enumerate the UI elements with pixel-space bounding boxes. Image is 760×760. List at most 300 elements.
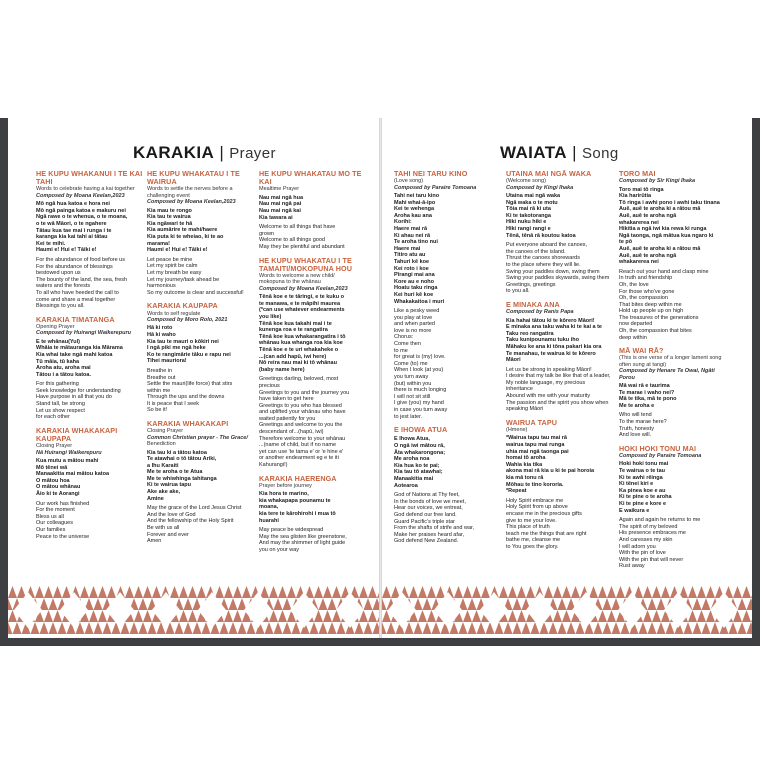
lyric-line: Titiro atu au bbox=[394, 252, 426, 259]
english-translation bbox=[259, 224, 371, 250]
pattern-triangle bbox=[53, 586, 62, 598]
lyric-line: Tēnā koe e te uri whakaheke o bbox=[259, 346, 339, 353]
pattern-triangle bbox=[423, 598, 432, 610]
translation-line: have taken to get here bbox=[259, 396, 314, 403]
pattern-triangle bbox=[693, 598, 702, 610]
translation-line: May the grace of the Lord Jesus Christ bbox=[147, 505, 242, 512]
pattern-triangle bbox=[175, 622, 184, 634]
song-section bbox=[394, 170, 505, 420]
section-subtitle: Words to settle the nerves before a bbox=[147, 186, 233, 193]
lyric-line: I ngā piki me ngā heke bbox=[147, 345, 206, 352]
lyric-line: wairua tapu mai runga bbox=[506, 442, 565, 449]
section-subtitle: Composed by Moana Keelan,2023 bbox=[147, 199, 236, 206]
lyric-line: Ki tēnei kiri e bbox=[619, 481, 654, 488]
section-subtitle: Words to welcome a new child/ bbox=[259, 272, 335, 279]
pattern-triangle bbox=[368, 610, 377, 622]
section-title: KARAKIA KAUPAPA bbox=[147, 301, 218, 311]
pattern-triangle bbox=[278, 610, 287, 622]
lyric-line: Te aroha tino nui bbox=[394, 239, 438, 246]
lyric-line: Ki te pine e kore e bbox=[619, 501, 667, 508]
lyric-line: Mahi whai-ā-ipo bbox=[394, 199, 436, 206]
translation-line: For those who've gone bbox=[619, 288, 675, 295]
lyric-line: *Wairua tapu tau mai rā bbox=[506, 435, 567, 442]
lyric-line: Te marae i waho nei? bbox=[619, 389, 675, 396]
section-subtitle: Prayer before journey bbox=[259, 482, 312, 489]
lyric-line: Kia tau te wairua bbox=[147, 214, 191, 221]
lyric-line: Kia ngāwari te hā bbox=[147, 220, 193, 227]
lyric-line: E minaka ana taku waha ki te kai a te bbox=[506, 324, 602, 331]
maori-text bbox=[394, 193, 505, 305]
section-title: KARAKIA TIMATANGA bbox=[36, 314, 115, 324]
column bbox=[506, 170, 618, 557]
pattern-triangle bbox=[751, 586, 752, 598]
pattern-triangle bbox=[368, 586, 377, 598]
translation-line: Come (to) me bbox=[394, 360, 428, 367]
english-translation bbox=[506, 498, 618, 551]
translation-line: That bites deep within me bbox=[619, 301, 682, 308]
lyric-line: Āio ki te Aorangi bbox=[36, 491, 80, 498]
lyric-line: Te atawhai o tō tātou Ariki, bbox=[147, 456, 217, 463]
pattern-triangle bbox=[274, 598, 283, 610]
maori-text bbox=[36, 458, 147, 498]
pattern-triangle bbox=[733, 586, 742, 598]
song-section bbox=[147, 170, 258, 296]
translation-line: I desire that my talk be like that of a leader, bbox=[506, 373, 611, 380]
translation-line: to the place where they will lie. bbox=[506, 261, 581, 268]
lyric-line: Nau mai ngā pai bbox=[259, 201, 302, 208]
lyric-line: Kei te mihi. bbox=[36, 240, 66, 247]
section-subtitle: Words to self regulate bbox=[147, 310, 201, 317]
translation-line: And caresses my skin bbox=[619, 536, 673, 543]
lyric-line: Te manahau, te wairua ki te kōrero bbox=[506, 350, 596, 357]
lyric-line: Kei roto i koe bbox=[394, 265, 429, 272]
translation-line: In the bonds of love we meet, bbox=[394, 498, 466, 505]
translation-line: Put everyone aboard the canoes, bbox=[506, 242, 588, 249]
pattern-triangle bbox=[459, 622, 468, 634]
lyric-line: Pīrangi mai ana bbox=[394, 272, 435, 279]
pattern-triangle bbox=[323, 610, 332, 622]
translation-line: May peace be widespread bbox=[259, 527, 324, 534]
pattern-triangle bbox=[179, 610, 188, 622]
pattern-triangle bbox=[359, 586, 368, 598]
pattern-triangle bbox=[13, 622, 22, 634]
song-section bbox=[619, 445, 731, 570]
english-translation bbox=[619, 412, 731, 438]
translation-line: Kahurangi!) bbox=[259, 462, 288, 469]
lyric-line: Kia tau te mauri o kōkiri nei bbox=[147, 338, 219, 345]
lyric-line: Ki te takotoranga bbox=[506, 212, 551, 219]
pattern-triangle bbox=[688, 586, 697, 598]
lyric-line: E waikura e bbox=[619, 507, 650, 514]
pattern-triangle bbox=[224, 610, 233, 622]
section-subtitle: Composed by Henare Te Owai, Ngāti Porou bbox=[619, 368, 715, 381]
pattern-triangle bbox=[220, 622, 229, 634]
lyric-line: Nō reira nau mai ki tō whānau bbox=[259, 360, 337, 367]
page-title-sub: Song bbox=[582, 145, 619, 162]
pattern-triangle bbox=[143, 586, 152, 598]
pattern-triangle bbox=[319, 598, 328, 610]
pattern-triangle bbox=[598, 610, 607, 622]
lyric-line: Te wairua o te tau bbox=[619, 468, 666, 475]
lyric-line: Mō tēnei wā bbox=[36, 464, 68, 471]
translation-line: there is much longing bbox=[394, 387, 447, 394]
song-section bbox=[506, 419, 618, 551]
lyric-line: Kia aumārire te mahi/haere bbox=[147, 227, 218, 234]
lyric-line: O ngā iwi mātou rā, bbox=[394, 443, 445, 449]
maori-text bbox=[506, 193, 618, 239]
lyric-line: moana, bbox=[259, 504, 279, 511]
translation-line: I give (you) my hand bbox=[394, 400, 444, 407]
song-section bbox=[259, 475, 371, 554]
lyric-line: Tātou i a tātou katoa. bbox=[36, 371, 92, 378]
pattern-triangle bbox=[549, 622, 558, 634]
pattern-triangle bbox=[526, 586, 535, 598]
maori-text bbox=[259, 294, 371, 373]
pattern-triangle bbox=[481, 586, 490, 598]
translation-line: Oh, the compassion bbox=[619, 295, 668, 302]
pattern-triangle bbox=[706, 586, 715, 598]
pattern-triangle bbox=[567, 622, 576, 634]
pattern-triangle bbox=[179, 586, 188, 598]
right-page bbox=[382, 118, 752, 638]
lyric-line: Me te aroha e bbox=[619, 402, 655, 409]
pattern-triangle bbox=[553, 610, 562, 622]
translation-line: the canoes of the island. bbox=[506, 248, 566, 255]
song-section bbox=[36, 427, 147, 540]
pattern-triangle bbox=[607, 610, 616, 622]
pattern-triangle bbox=[44, 610, 53, 622]
pattern-triangle bbox=[139, 598, 148, 610]
translation-line: Hold up people up on high bbox=[619, 308, 684, 315]
lyric-line: whakarerea nei bbox=[619, 219, 659, 226]
lyric-line: Mō ngā painga katoa e makuru nei bbox=[36, 207, 126, 214]
pattern-triangle bbox=[44, 586, 53, 598]
lyric-line: Kia hahai tātou ki te kōrero Māori! bbox=[506, 317, 595, 324]
translation-line: Forever and ever bbox=[147, 531, 189, 538]
pattern-triangle bbox=[148, 622, 157, 634]
section-subtitle: (Love song) bbox=[394, 178, 424, 185]
pattern-triangle bbox=[436, 586, 445, 598]
translation-line: God defend New Zealand. bbox=[394, 538, 459, 545]
lyric-line: Amine bbox=[147, 495, 164, 502]
english-translation bbox=[619, 517, 731, 570]
section-subtitle: Composed by Sir Kingi Ihaka bbox=[619, 178, 696, 185]
translation-line: I will not sit still bbox=[394, 393, 431, 400]
section-subtitle: Composed by Paraire Tomoana bbox=[394, 184, 477, 191]
pattern-triangle bbox=[409, 586, 418, 598]
maori-text bbox=[619, 383, 731, 409]
lyric-line: Ki te pine o te aroha bbox=[619, 494, 672, 501]
translation-line: now departed bbox=[619, 321, 653, 328]
section-subtitle: Composed by Moro Rolo, 2021 bbox=[147, 316, 228, 323]
translation-line: With the pin of love bbox=[619, 550, 666, 557]
pattern-triangle bbox=[265, 622, 274, 634]
lyric-line: Aroha kau ana bbox=[394, 212, 432, 219]
pattern-triangle bbox=[513, 622, 522, 634]
pattern-triangle bbox=[697, 586, 706, 598]
lyric-line: kia whakapapa pounamu te bbox=[259, 497, 331, 504]
translation-line: to jest later. bbox=[394, 413, 423, 420]
column bbox=[147, 170, 258, 551]
translation-line: In truth and friendship bbox=[619, 275, 673, 282]
maori-text bbox=[147, 450, 258, 503]
pattern-triangle bbox=[652, 586, 661, 598]
lyric-line: (baby name here) bbox=[259, 366, 305, 373]
english-translation bbox=[36, 381, 147, 421]
translation-line: Chorus: bbox=[394, 334, 414, 341]
column bbox=[394, 170, 505, 551]
lyric-line: Hiki nuku hiki e bbox=[506, 219, 547, 226]
pattern-triangle bbox=[229, 622, 238, 634]
translation-line: Greetings and welcome to you the bbox=[259, 422, 343, 429]
section-subtitle: (Welcome song) bbox=[506, 178, 546, 185]
lyric-line: Mā te tika, mā te pono bbox=[619, 396, 677, 403]
pattern-triangle bbox=[188, 610, 197, 622]
section-subtitle: often sung at tangi) bbox=[619, 361, 667, 368]
lyric-line: o te wā Māori, o te ngahere bbox=[36, 221, 107, 227]
translation-line: in case you turn away bbox=[394, 407, 448, 414]
pattern-triangle bbox=[477, 622, 486, 634]
lyric-line: ...(can add hapū, iwi here) bbox=[259, 353, 327, 360]
translation-line: Greetings to you and the journey you bbox=[259, 389, 350, 396]
maori-text bbox=[506, 435, 618, 494]
english-translation bbox=[259, 376, 371, 468]
section-subtitle: Composed by Kingi Ihaka bbox=[506, 184, 574, 191]
pattern-triangle bbox=[594, 622, 603, 634]
lyric-line: Taku reo rangatira bbox=[506, 330, 554, 337]
pattern-triangle bbox=[85, 622, 94, 634]
pattern-triangle bbox=[711, 622, 720, 634]
song-section bbox=[506, 301, 618, 413]
translation-line: yet can use 'te tama e' or 'e hine e' bbox=[259, 448, 344, 455]
translation-line: Be with us all bbox=[147, 525, 180, 532]
lyric-line: Tahi nei taru kino bbox=[394, 193, 440, 200]
translation-line: Reach out your hand and clasp mine bbox=[619, 268, 709, 275]
section-subtitle: Common Christian prayer - The Grace/ bbox=[147, 434, 248, 441]
song-section bbox=[259, 257, 371, 469]
lyric-line: Tēnā koe kua takahi mai i te bbox=[259, 320, 332, 327]
lyric-line: Auē, auē te aroha ki a rātou mā bbox=[619, 245, 701, 252]
pattern-triangle bbox=[607, 586, 616, 598]
translation-line: Thrust the canoes shorewards bbox=[506, 255, 580, 262]
translation-line: to You goes the glory. bbox=[506, 543, 559, 550]
translation-line: So be it! bbox=[147, 407, 168, 414]
lyric-line: Ake ake ake, bbox=[147, 489, 181, 496]
maori-text bbox=[259, 491, 371, 524]
english-translation bbox=[394, 492, 505, 545]
translation-line: for each other bbox=[36, 414, 70, 421]
lyric-line: kia mā tonu rā bbox=[506, 475, 544, 482]
page-title-main: WAIATA bbox=[500, 143, 567, 162]
pattern-triangle bbox=[639, 622, 648, 634]
pattern-triangle bbox=[17, 586, 26, 598]
translation-line: Let peace be mine bbox=[147, 256, 193, 263]
lyric-line: Auē, auē te aroha ngā bbox=[619, 252, 677, 259]
pattern-triangle bbox=[170, 586, 179, 598]
translation-line: Again and again he returns to me bbox=[619, 517, 701, 524]
lyric-line: Mō ngā hua katoa e hora nei bbox=[36, 201, 110, 208]
pattern-triangle bbox=[697, 610, 706, 622]
maori-text bbox=[36, 201, 147, 254]
pattern-triangle bbox=[224, 586, 233, 598]
pattern-triangle bbox=[616, 586, 625, 598]
lyric-line: *Repeat bbox=[506, 488, 527, 495]
lyric-line: Tōia mai rā ki uta bbox=[506, 206, 551, 213]
pattern-triangle bbox=[558, 598, 567, 610]
pattern-triangle bbox=[229, 598, 238, 610]
translation-line: Let us be strong in speaking Māori! bbox=[506, 366, 592, 373]
pattern-triangle bbox=[738, 598, 747, 610]
song-section bbox=[36, 316, 147, 421]
title-separator: | bbox=[219, 143, 225, 162]
pattern-triangle bbox=[553, 586, 562, 598]
translation-line: Have purpose in all that you do bbox=[36, 394, 112, 401]
lyric-line: Manaakitia mai bbox=[394, 475, 434, 482]
pattern-triangle bbox=[472, 586, 481, 598]
translation-line: The spirit of my beloved bbox=[619, 523, 678, 530]
translation-line: within me bbox=[147, 387, 171, 394]
translation-line: Bless us all bbox=[36, 513, 64, 520]
section-title: E MINAKA ANA bbox=[506, 299, 560, 309]
maori-text bbox=[147, 208, 258, 254]
translation-line: It is peace that I seek bbox=[147, 400, 199, 407]
pattern-triangle bbox=[468, 622, 477, 634]
pattern-triangle bbox=[621, 622, 630, 634]
translation-line: Therefore welcome to your whānau bbox=[259, 435, 346, 442]
english-translation bbox=[259, 527, 371, 553]
section-title: WAIRUA TAPU bbox=[506, 417, 558, 427]
page-title-waiata bbox=[500, 143, 619, 163]
lyric-line: Mā wai rā e taurima bbox=[619, 383, 670, 390]
pattern-triangle bbox=[8, 598, 13, 610]
pattern-triangle bbox=[58, 622, 67, 634]
section-subtitle: Composed by Paraire Tomoana bbox=[619, 453, 702, 460]
lyric-line: Kua mutu a mātou mahi bbox=[36, 458, 99, 465]
pattern-triangle bbox=[603, 622, 612, 634]
lyric-line: Tahuri kē koe bbox=[394, 258, 430, 265]
pattern-triangle bbox=[661, 586, 670, 598]
section-subtitle: Mealtime Prayer bbox=[259, 186, 300, 193]
page-title-sub: Prayer bbox=[229, 145, 276, 162]
lyric-line: Ngā taonga, ngā mātua kua ngaro ki bbox=[619, 232, 714, 239]
pattern-triangle bbox=[143, 610, 152, 622]
translation-line: When I look (at you) bbox=[394, 367, 444, 374]
pattern-triangle bbox=[319, 622, 328, 634]
translation-line: give to me your love. bbox=[506, 517, 557, 524]
english-translation bbox=[394, 308, 505, 420]
translation-line: The treasures of the generations bbox=[619, 314, 699, 321]
pattern-triangle bbox=[562, 586, 571, 598]
translation-line: Let my journey/task ahead be bbox=[147, 276, 220, 283]
song-section bbox=[619, 170, 731, 341]
translation-line: deep within bbox=[619, 334, 647, 341]
translation-line: Our colleagues bbox=[36, 520, 73, 527]
column bbox=[36, 170, 147, 546]
lyric-line: Kia tau ki a tātou katoa bbox=[147, 449, 207, 456]
english-translation bbox=[506, 242, 618, 295]
song-section bbox=[36, 170, 147, 310]
lyric-line: Haumi e! Hui e! Tāiki e! bbox=[36, 247, 97, 254]
page-title-karakia bbox=[133, 143, 276, 163]
pattern-triangle bbox=[328, 598, 337, 610]
translation-line: encase me in the precious gifts bbox=[506, 510, 582, 517]
pattern-triangle bbox=[278, 586, 287, 598]
pattern-triangle bbox=[463, 586, 472, 598]
pattern-triangle bbox=[666, 622, 675, 634]
pattern-triangle bbox=[323, 586, 332, 598]
pattern-triangle bbox=[382, 622, 387, 634]
pattern-triangle bbox=[80, 586, 89, 598]
pattern-triangle bbox=[292, 622, 301, 634]
lyric-line: Tēnā, tēnā rā koutou katoa bbox=[506, 232, 576, 239]
section-title: UTAINA MAI NGĀ WAKA bbox=[506, 169, 592, 178]
translation-line: (but) within you bbox=[394, 380, 432, 387]
lyric-line: Tātau kua tae mai i runga i te bbox=[36, 227, 112, 234]
section-subtitle: Words to celebrate having a kai together bbox=[36, 186, 135, 193]
pattern-triangle bbox=[328, 622, 337, 634]
lyric-line: Aotearoa bbox=[394, 482, 418, 489]
lyric-line: Kia puta ki te wheiao, ki te ao bbox=[147, 234, 224, 240]
translation-line: May they be plentiful and abundant bbox=[259, 243, 345, 250]
translation-line: come and share a meal together bbox=[36, 296, 116, 303]
translation-line: to me bbox=[394, 347, 408, 354]
lyric-line: O mātou whānau bbox=[36, 484, 81, 491]
lyric-line: Hiki rangi rangi e bbox=[506, 225, 551, 232]
translation-line: May the sea glisten like greenstone, bbox=[259, 533, 347, 540]
lyric-line: Whāia te mātauranga kia Mārama bbox=[36, 345, 123, 352]
pattern-triangle bbox=[238, 598, 247, 610]
column bbox=[259, 170, 371, 560]
pattern-triangle bbox=[274, 622, 283, 634]
pattern-triangle bbox=[152, 586, 161, 598]
section-subtitle: Opening Prayer bbox=[36, 323, 75, 330]
lyric-line: Tihei mauriora! bbox=[147, 358, 187, 365]
pattern-triangle bbox=[49, 598, 58, 610]
lyric-line: Māhaku ke ana ki tōna pakari kia ora bbox=[506, 343, 602, 350]
pattern-triangle bbox=[269, 586, 278, 598]
translation-line: Through the ups and the downs bbox=[147, 394, 225, 401]
lyric-line: Ki te awhi rēinga bbox=[619, 474, 663, 481]
lyric-line: you like) bbox=[259, 313, 282, 320]
pattern-triangle bbox=[98, 586, 107, 598]
translation-line: grown bbox=[259, 230, 274, 237]
pattern-triangle bbox=[747, 598, 753, 610]
translation-line: Abound with me with your maturity bbox=[506, 393, 591, 400]
translation-line: for great is (my) love. bbox=[394, 354, 446, 361]
maori-text bbox=[619, 461, 731, 514]
pattern-triangle bbox=[702, 598, 711, 610]
section-subtitle: Composed by Huirangi Waikerepuru bbox=[36, 330, 131, 337]
pattern-triangle bbox=[8, 622, 13, 634]
section-title: TORO MAI bbox=[619, 169, 656, 178]
pattern-triangle bbox=[238, 622, 247, 634]
translation-line: Settle the mauri(life force) that stirs bbox=[147, 381, 233, 388]
translation-line: Holy Spirit from up above bbox=[506, 504, 568, 511]
lyric-line: Kore au e noho bbox=[394, 278, 435, 285]
lyric-line: Aroha atu, aroha mai bbox=[36, 365, 91, 372]
pattern-triangle bbox=[463, 610, 472, 622]
lyric-line: Wahia kia tika bbox=[506, 461, 543, 468]
pattern-triangle bbox=[8, 586, 17, 598]
lyric-line: Kia harirūtia bbox=[619, 193, 652, 200]
translation-line: Stand tall, be strong bbox=[36, 401, 85, 408]
lyric-line: Me te aroha o te Atua bbox=[147, 469, 203, 476]
translation-line: bathe me, cleanse me bbox=[506, 537, 561, 544]
pattern-triangle bbox=[53, 610, 62, 622]
pattern-triangle bbox=[94, 598, 103, 610]
translation-line: Holy Spirit embrace me bbox=[506, 497, 564, 504]
pattern-triangle bbox=[40, 598, 49, 610]
